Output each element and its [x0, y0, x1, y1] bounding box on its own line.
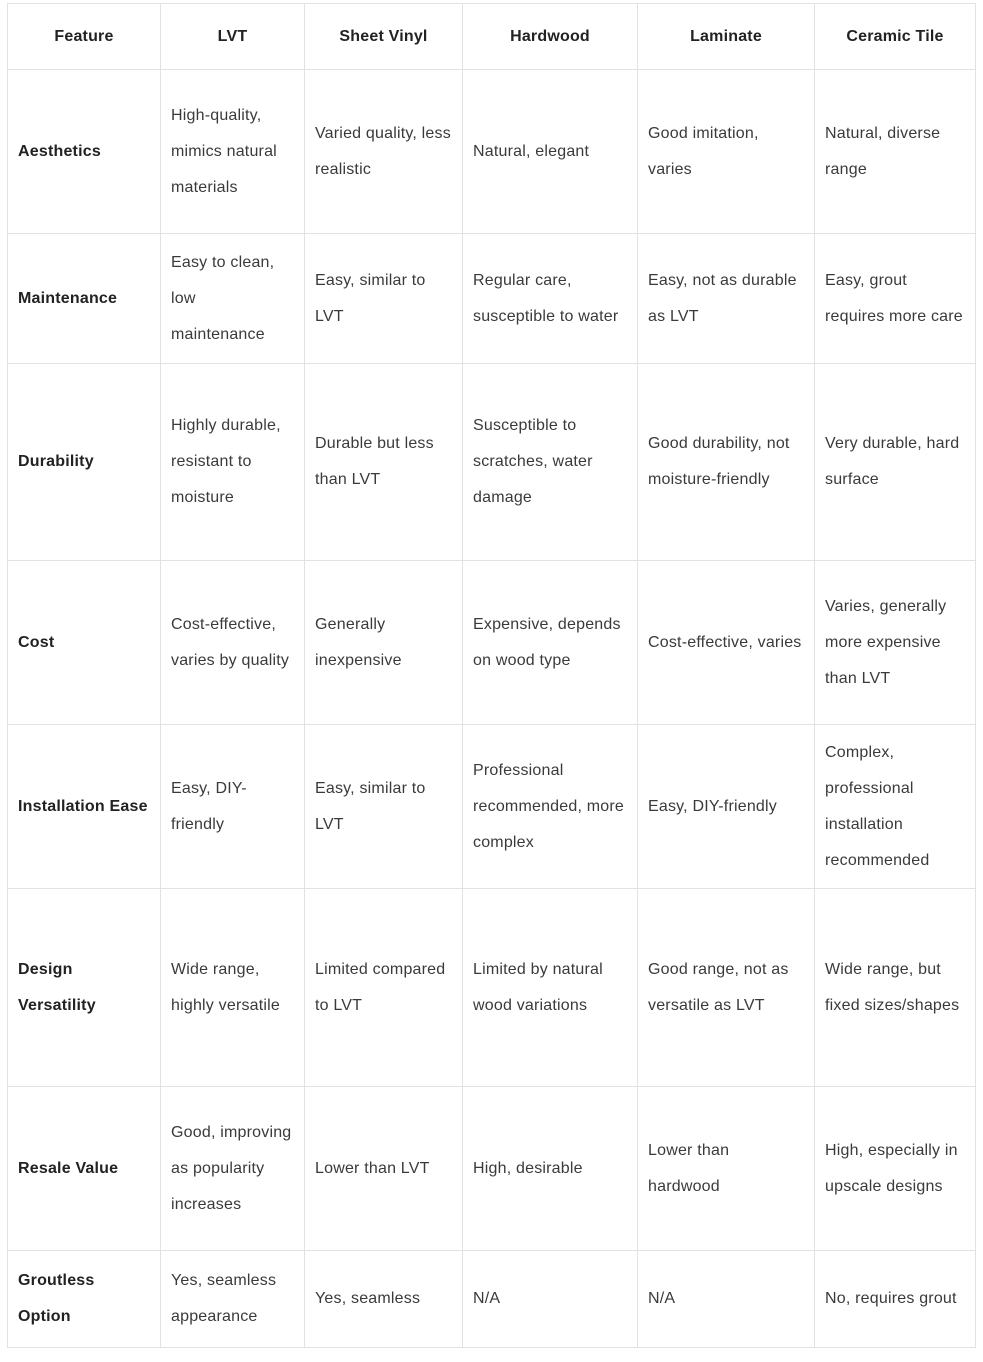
ceramic-tile-cell: Varies, generally more expensive than LVT	[815, 561, 976, 725]
laminate-cell: Good durability, not moisture-friendly	[638, 364, 815, 561]
hardwood-cell: N/A	[463, 1251, 638, 1348]
feature-cell: Design Versatility	[8, 889, 161, 1087]
laminate-cell: Easy, not as durable as LVT	[638, 234, 815, 364]
hardwood-cell: High, desirable	[463, 1087, 638, 1251]
laminate-cell: Cost-effective, varies	[638, 561, 815, 725]
sheet-vinyl-cell: Yes, seamless	[305, 1251, 463, 1348]
ceramic-tile-cell: Easy, grout requires more care	[815, 234, 976, 364]
flooring-comparison-table	[7, 3, 976, 1348]
feature-cell: Groutless Option	[8, 1251, 161, 1348]
lvt-cell: Cost-effective, varies by quality	[161, 561, 305, 725]
header-ceramic-tile: Ceramic Tile	[815, 4, 976, 70]
table-row	[8, 364, 976, 561]
sheet-vinyl-cell: Easy, similar to LVT	[305, 725, 463, 889]
hardwood-cell: Expensive, depends on wood type	[463, 561, 638, 725]
feature-cell: Cost	[8, 561, 161, 725]
lvt-cell: Highly durable, resistant to moisture	[161, 364, 305, 561]
sheet-vinyl-cell: Limited compared to LVT	[305, 889, 463, 1087]
table-row	[8, 889, 976, 1087]
table-row	[8, 725, 976, 889]
table-row	[8, 70, 976, 234]
feature-cell: Installation Ease	[8, 725, 161, 889]
hardwood-cell: Professional recommended, more complex	[463, 725, 638, 889]
table-row	[8, 234, 976, 364]
ceramic-tile-cell: No, requires grout	[815, 1251, 976, 1348]
hardwood-cell: Regular care, susceptible to water	[463, 234, 638, 364]
header-sheet-vinyl: Sheet Vinyl	[305, 4, 463, 70]
laminate-cell: Lower than hardwood	[638, 1087, 815, 1251]
hardwood-cell: Susceptible to scratches, water damage	[463, 364, 638, 561]
laminate-cell: Good imitation, varies	[638, 70, 815, 234]
lvt-cell: Good, improving as popularity increases	[161, 1087, 305, 1251]
sheet-vinyl-cell: Generally inexpensive	[305, 561, 463, 725]
feature-cell: Maintenance	[8, 234, 161, 364]
lvt-cell: Yes, seamless appearance	[161, 1251, 305, 1348]
laminate-cell: N/A	[638, 1251, 815, 1348]
feature-cell: Aesthetics	[8, 70, 161, 234]
lvt-cell: Easy, DIY-friendly	[161, 725, 305, 889]
header-laminate: Laminate	[638, 4, 815, 70]
header-hardwood: Hardwood	[463, 4, 638, 70]
ceramic-tile-cell: Wide range, but fixed sizes/shapes	[815, 889, 976, 1087]
table-row	[8, 1087, 976, 1251]
sheet-vinyl-cell: Easy, similar to LVT	[305, 234, 463, 364]
hardwood-cell: Natural, elegant	[463, 70, 638, 234]
ceramic-tile-cell: High, especially in upscale designs	[815, 1087, 976, 1251]
header-lvt: LVT	[161, 4, 305, 70]
hardwood-cell: Limited by natural wood variations	[463, 889, 638, 1087]
sheet-vinyl-cell: Lower than LVT	[305, 1087, 463, 1251]
ceramic-tile-cell: Very durable, hard surface	[815, 364, 976, 561]
lvt-cell: High-quality, mimics natural materials	[161, 70, 305, 234]
header-feature: Feature	[8, 4, 161, 70]
ceramic-tile-cell: Natural, diverse range	[815, 70, 976, 234]
ceramic-tile-cell: Complex, professional installation recommended	[815, 725, 976, 889]
lvt-cell: Easy to clean, low maintenance	[161, 234, 305, 364]
feature-cell: Durability	[8, 364, 161, 561]
table-row	[8, 561, 976, 725]
laminate-cell: Good range, not as versatile as LVT	[638, 889, 815, 1087]
laminate-cell: Easy, DIY-friendly	[638, 725, 815, 889]
feature-cell: Resale Value	[8, 1087, 161, 1251]
lvt-cell: Wide range, highly versatile	[161, 889, 305, 1087]
header-row	[8, 4, 976, 70]
sheet-vinyl-cell: Durable but less than LVT	[305, 364, 463, 561]
sheet-vinyl-cell: Varied quality, less realistic	[305, 70, 463, 234]
table-row	[8, 1251, 976, 1348]
